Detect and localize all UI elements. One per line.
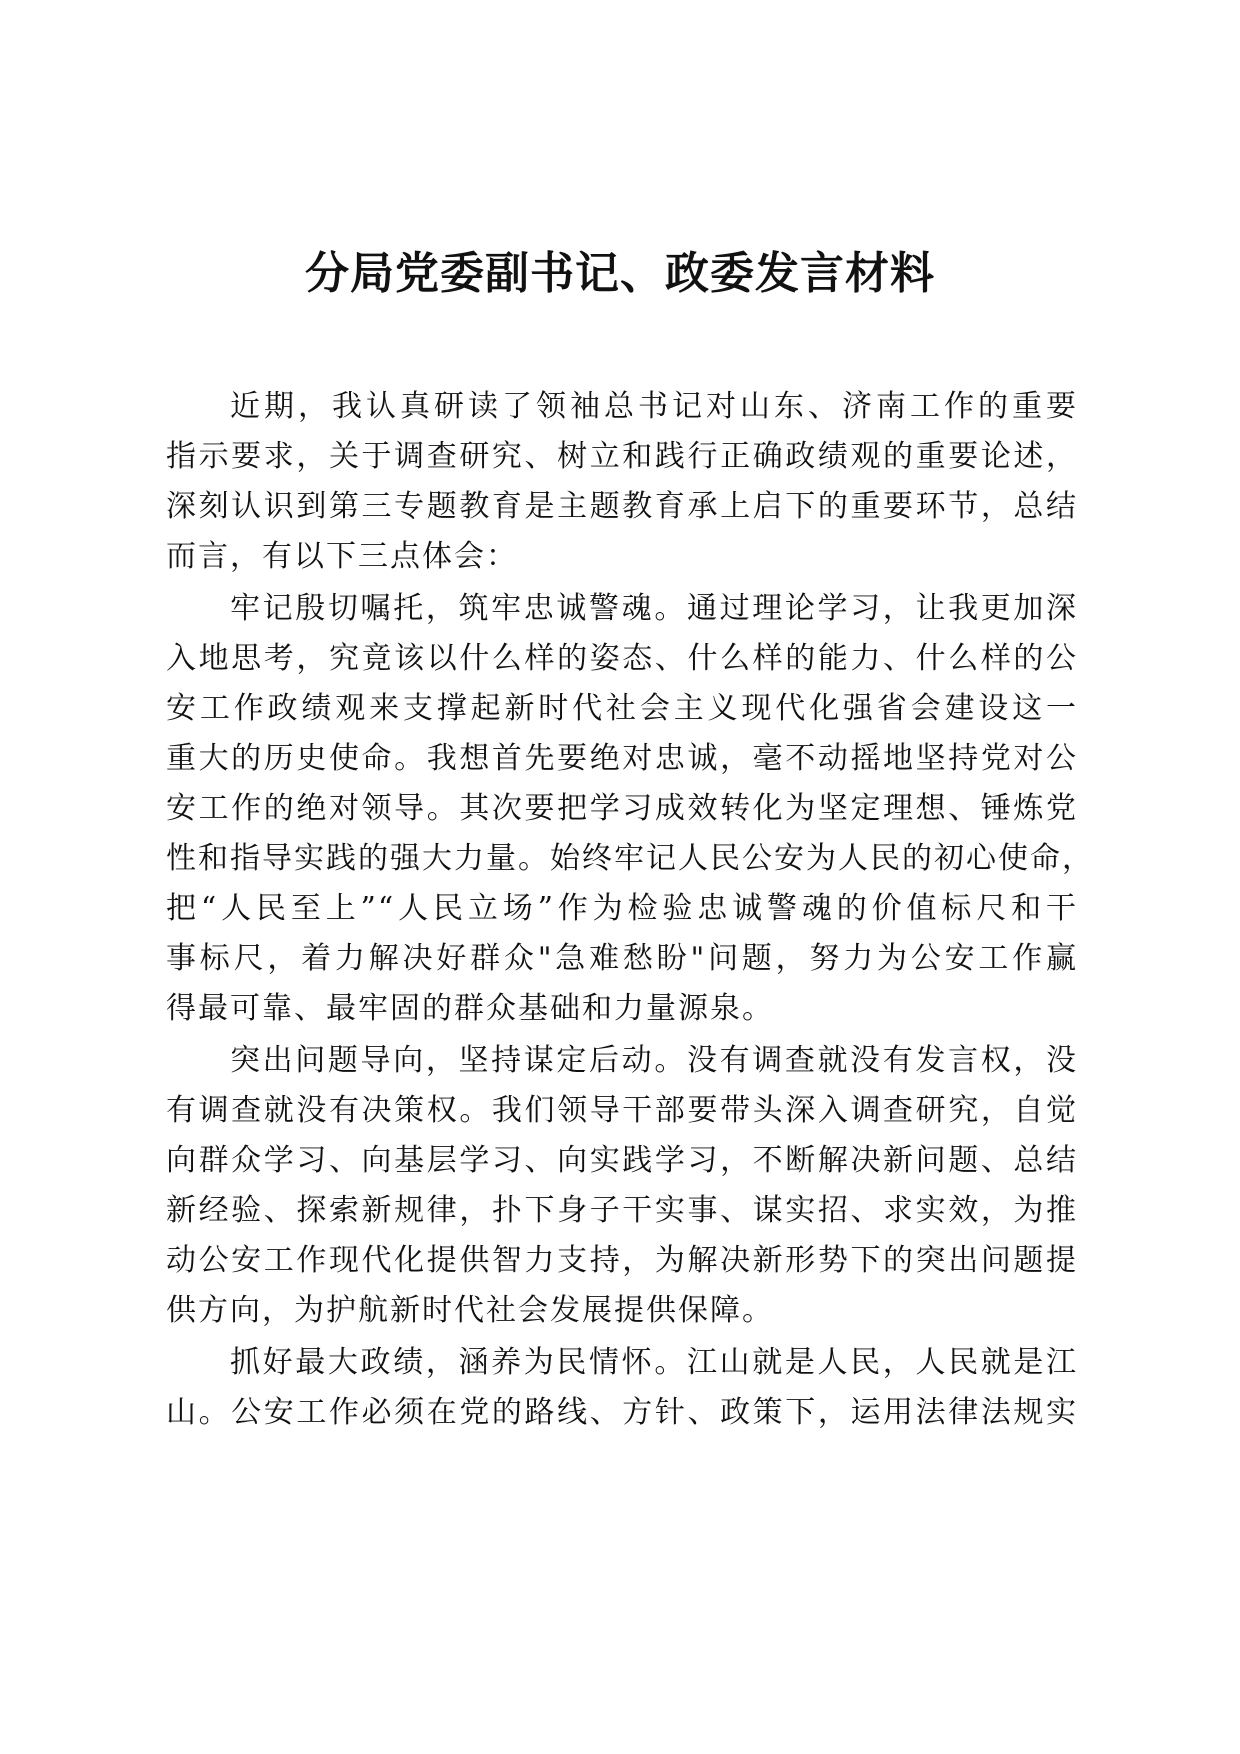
text-line: 而言，有以下三点体会：: [166, 539, 518, 574]
text-line: 新经验、探索新规律，扑下身子干实事、谋实招、求实效，为推: [166, 1193, 1078, 1228]
text-line: 牢记殷切嘱托，筑牢忠诚警魂。通过理论学习，让我更加深: [230, 591, 1078, 626]
paragraph-loyalty: [166, 584, 1094, 1034]
text-line: 安工作政绩观来支撑起新时代社会主义现代化强省会建设这一: [166, 691, 1078, 726]
text-line: 供方向，为护航新时代社会发展提供保障。: [166, 1293, 774, 1328]
text-line: 事标尺，着力解决好群众"急难愁盼"问题，努力为公安工作赢: [166, 941, 1078, 976]
text-line: 近期，我认真研读了领袖总书记对山东、济南工作的重要: [230, 389, 1078, 424]
text-line: 指示要求，关于调查研究、树立和践行正确政绩观的重要论述，: [166, 439, 1078, 474]
text-line: 把“人民至上”“人民立场”作为检验忠诚警魂的价值标尺和干: [166, 891, 1078, 926]
text-line: 抓好最大政绩，涵养为民情怀。江山就是人民，人民就是江: [230, 1345, 1078, 1380]
text-line: 突出问题导向，坚持谋定后动。没有调查就没有发言权，没: [230, 1043, 1078, 1078]
text-line: 重大的历史使命。我想首先要绝对忠诚，毫不动摇地坚持党对公: [166, 741, 1078, 776]
text-line: 山。公安工作必须在党的路线、方针、政策下，运用法律法规实: [166, 1395, 1078, 1430]
text-line: 入地思考，究竟该以什么样的姿态、什么样的能力、什么样的公: [166, 641, 1078, 676]
text-line: 深刻认识到第三专题教育是主题教育承上启下的重要环节，总结: [166, 489, 1078, 524]
paragraph-problem-oriented: [166, 1036, 1078, 1336]
text-line: 向群众学习、向基层学习、向实践学习，不断解决新问题、总结: [166, 1143, 1078, 1178]
paragraph-intro: [166, 382, 1078, 582]
text-line: 动公安工作现代化提供智力支持，为解决新形势下的突出问题提: [166, 1243, 1078, 1278]
document-body: [166, 382, 1094, 1440]
document-title: 分局党委副书记、政委发言材料: [305, 248, 935, 299]
text-line: 安工作的绝对领导。其次要把学习成效转化为坚定理想、锤炼党: [166, 791, 1078, 826]
text-line: 得最可靠、最牢固的群众基础和力量源泉。: [166, 991, 774, 1026]
text-line: 性和指导实践的强大力量。始终牢记人民公安为人民的初心使命，: [166, 841, 1094, 876]
text-line: 有调查就没有决策权。我们领导干部要带头深入调查研究，自觉: [166, 1093, 1078, 1128]
paragraph-people: [166, 1338, 1078, 1438]
